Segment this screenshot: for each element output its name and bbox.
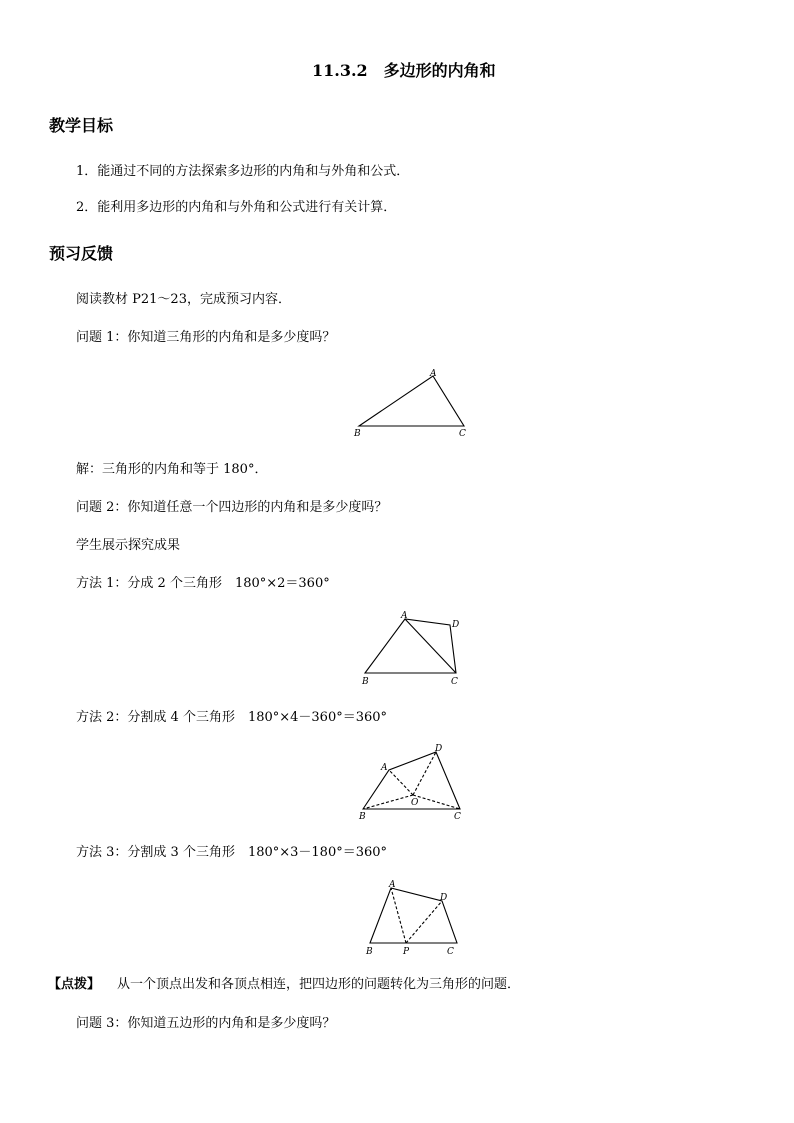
label-b: B	[354, 429, 361, 439]
label-b: B	[359, 812, 366, 822]
label-c: C	[451, 677, 458, 687]
triangle-abc	[359, 376, 464, 426]
objective-item-1: 1．能通过不同的方法探索多边形的内角和与外角和公式．	[76, 164, 410, 179]
student-show-text: 学生展示探究成果	[76, 538, 181, 553]
question-2: 问题 2：你知道任意一个四边形的内角和是多少度吗？	[76, 500, 388, 515]
label-b: B	[366, 947, 373, 957]
segment-oc	[413, 795, 460, 809]
diagonal-ac	[405, 619, 456, 673]
label-a: A	[430, 369, 437, 379]
page-title: 11.3.2 多边形的内角和	[312, 61, 496, 80]
label-d: D	[435, 744, 443, 754]
label-a: A	[401, 611, 408, 621]
quadrilateral-method2-figure	[356, 742, 468, 824]
tip-label: 【点拨】	[48, 977, 101, 992]
label-c: C	[454, 812, 461, 822]
quadrilateral-method3-figure	[362, 876, 462, 960]
preview-heading: 预习反馈	[49, 244, 114, 263]
label-p: P	[403, 947, 410, 957]
question-1: 问题 1：你知道三角形的内角和是多少度吗？	[76, 330, 336, 345]
label-d: D	[440, 893, 448, 903]
segment-pd	[406, 901, 442, 943]
quadrilateral-abcd	[365, 619, 456, 673]
method-3: 方法 3：分割成 3 个三角形 180°×3－180°＝360°	[76, 845, 388, 860]
answer-1: 解：三角形的内角和等于 180°．	[76, 462, 268, 477]
quadrilateral-method1-figure	[356, 610, 466, 690]
segment-pa	[391, 888, 406, 943]
label-c: C	[459, 429, 466, 439]
triangle-abc-figure	[350, 368, 475, 440]
method-1: 方法 1：分成 2 个三角形 180°×2＝360°	[76, 576, 330, 591]
label-b: B	[362, 677, 369, 687]
segment-od	[413, 752, 436, 795]
method-2: 方法 2：分割成 4 个三角形 180°×4－360°＝360°	[76, 710, 388, 725]
label-d: D	[452, 620, 460, 630]
objectives-heading: 教学目标	[49, 116, 114, 135]
label-a: A	[381, 763, 388, 773]
label-c: C	[447, 947, 454, 957]
label-a: A	[389, 880, 396, 890]
objective-item-2: 2．能利用多边形的内角和与外角和公式进行有关计算．	[76, 200, 397, 215]
question-3: 问题 3：你知道五边形的内角和是多少度吗？	[76, 1016, 336, 1031]
tip-text: 从一个顶点出发和各顶点相连，把四边形的问题转化为三角形的问题．	[117, 977, 521, 992]
preview-intro: 阅读教材 P21～23，完成预习内容．	[76, 292, 291, 307]
segment-oa	[389, 770, 413, 795]
label-o: O	[411, 798, 419, 808]
